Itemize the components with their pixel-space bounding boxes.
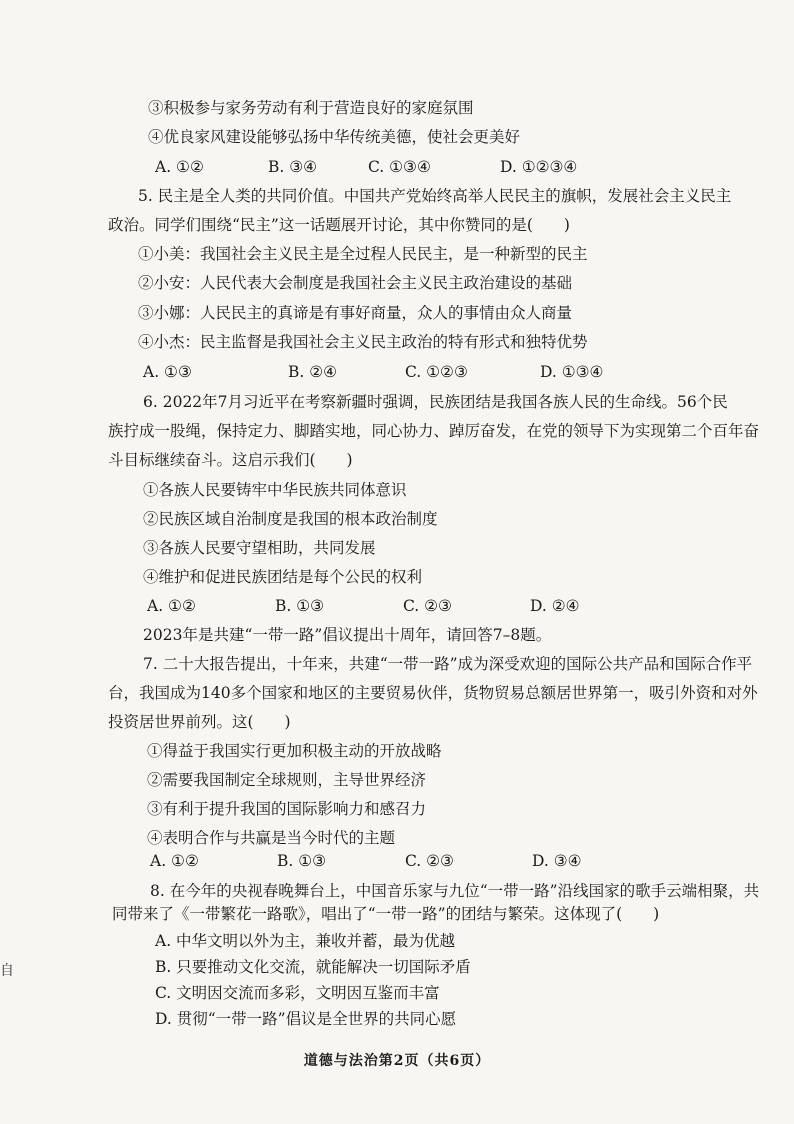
q7-stem-line3: 投资居世界前列。这( ) — [108, 713, 291, 731]
q7-option-a: A. ①② — [150, 852, 199, 870]
q8-option-d: D. 贯彻“一带一路”倡议是全世界的共同心愿 — [155, 1010, 457, 1028]
q5-option-a: A. ①③ — [143, 363, 192, 381]
q5-statement-1: ①小美：我国社会主义民主是全过程人民民主，是一种新型的民主 — [138, 245, 588, 263]
q7-statement-3: ③有利于提升我国的国际影响力和感召力 — [147, 800, 427, 818]
q7-option-c: C. ②③ — [405, 852, 454, 870]
page-footer: 道德与法治第2页（共6页） — [303, 1053, 491, 1069]
q7-stem-line1: 7. 二十大报告提出，十年来，共建“一带一路”成为深受欢迎的国际公共产品和国际合作平 — [143, 655, 753, 673]
q7-statement-1: ①得益于我国实行更加积极主动的开放战略 — [147, 742, 442, 760]
q4-option-c: C. ①③④ — [368, 158, 431, 176]
q8-stem-line1: 8. 在今年的央视春晚舞台上，中国音乐家与九位“一带一路”沿线国家的歌手云端相聚，共 — [150, 882, 760, 900]
q6-option-b: B. ①③ — [275, 597, 325, 615]
q5-option-d: D. ①③④ — [540, 363, 604, 381]
q6-option-c: C. ②③ — [403, 597, 452, 615]
q6-option-a: A. ①② — [147, 597, 196, 615]
q6-statement-3: ③各族人民要守望相助，共同发展 — [143, 539, 376, 557]
q5-statement-3: ③小娜：人民民主的真谛是有事好商量，众人的事情由众人商量 — [138, 304, 573, 322]
q4-statement-3: ③积极参与家务劳动有利于营造良好的家庭氛围 — [148, 99, 474, 117]
q6-stem-line3: 斗目标继续奋斗。这启示我们( ) — [108, 451, 353, 469]
q4-statement-4: ④优良家风建设能够弘扬中华传统美德，使社会更美好 — [148, 128, 521, 146]
q8-option-a: A. 中华文明以外为主，兼收并蓄，最为优越 — [155, 932, 456, 950]
q7-option-d: D. ③④ — [532, 852, 582, 870]
q7-statement-4: ④表明合作与共赢是当今时代的主题 — [147, 829, 396, 847]
q5-stem-line2: 政治。同学们围绕“民主”这一话题展开讨论，其中你赞同的是( ) — [108, 216, 570, 234]
q7-statement-2: ②需要我国制定全球规则，主导世界经济 — [147, 771, 427, 789]
q5-option-b: B. ②④ — [288, 363, 338, 381]
q5-option-c: C. ①②③ — [405, 363, 468, 381]
q4-option-b: B. ③④ — [268, 158, 318, 176]
q6-statement-1: ①各族人民要铸牢中华民族共同体意识 — [143, 481, 407, 499]
margin-character: 自 — [0, 963, 14, 979]
q6-statement-2: ②民族区域自治制度是我国的根本政治制度 — [143, 510, 438, 528]
q8-stem-line2: 同带来了《一带繁花一路歌》，唱出了“一带一路”的团结与繁荣。这体现了( ) — [112, 905, 660, 923]
q5-statement-2: ②小安：人民代表大会制度是我国社会主义民主政治建设的基础 — [138, 274, 573, 292]
q6-stem-line1: 6. 2022年7月习近平在考察新疆时强调，民族团结是我国各族人民的生命线。56个民 — [143, 393, 728, 411]
q7-option-b: B. ①③ — [277, 852, 327, 870]
q6-statement-4: ④维护和促进民族团结是每个公民的权利 — [143, 568, 423, 586]
q4-option-a: A. ①② — [155, 158, 204, 176]
q4-option-d: D. ①②③④ — [500, 158, 578, 176]
q5-stem-line1: 5. 民主是全人类的共同价值。中国共产党始终高举人民民主的旗帜，发展社会主义民主 — [138, 187, 732, 205]
q7-stem-line2: 台，我国成为140多个国家和地区的主要贸易伙伴，货物贸易总额居世界第一，吸引外资和对外 — [108, 684, 758, 702]
q8-option-c: C. 文明因交流而多彩，文明因互鉴而丰富 — [155, 984, 440, 1002]
q5-statement-4: ④小杰：民主监督是我国社会主义民主政治的特有形式和独特优势 — [138, 333, 588, 351]
q8-option-b: B. 只要推动文化交流，就能解决一切国际矛盾 — [155, 958, 471, 976]
q6-option-d: D. ②④ — [530, 597, 580, 615]
intro-7-8: 2023年是共建“一带一路”倡议提出十周年，请回答7–8题。 — [143, 626, 552, 644]
q6-stem-line2: 族拧成一股绳，保持定力、脚踏实地，同心协力、踔厉奋发，在党的领导下为实现第二个百年奋 — [108, 422, 760, 440]
